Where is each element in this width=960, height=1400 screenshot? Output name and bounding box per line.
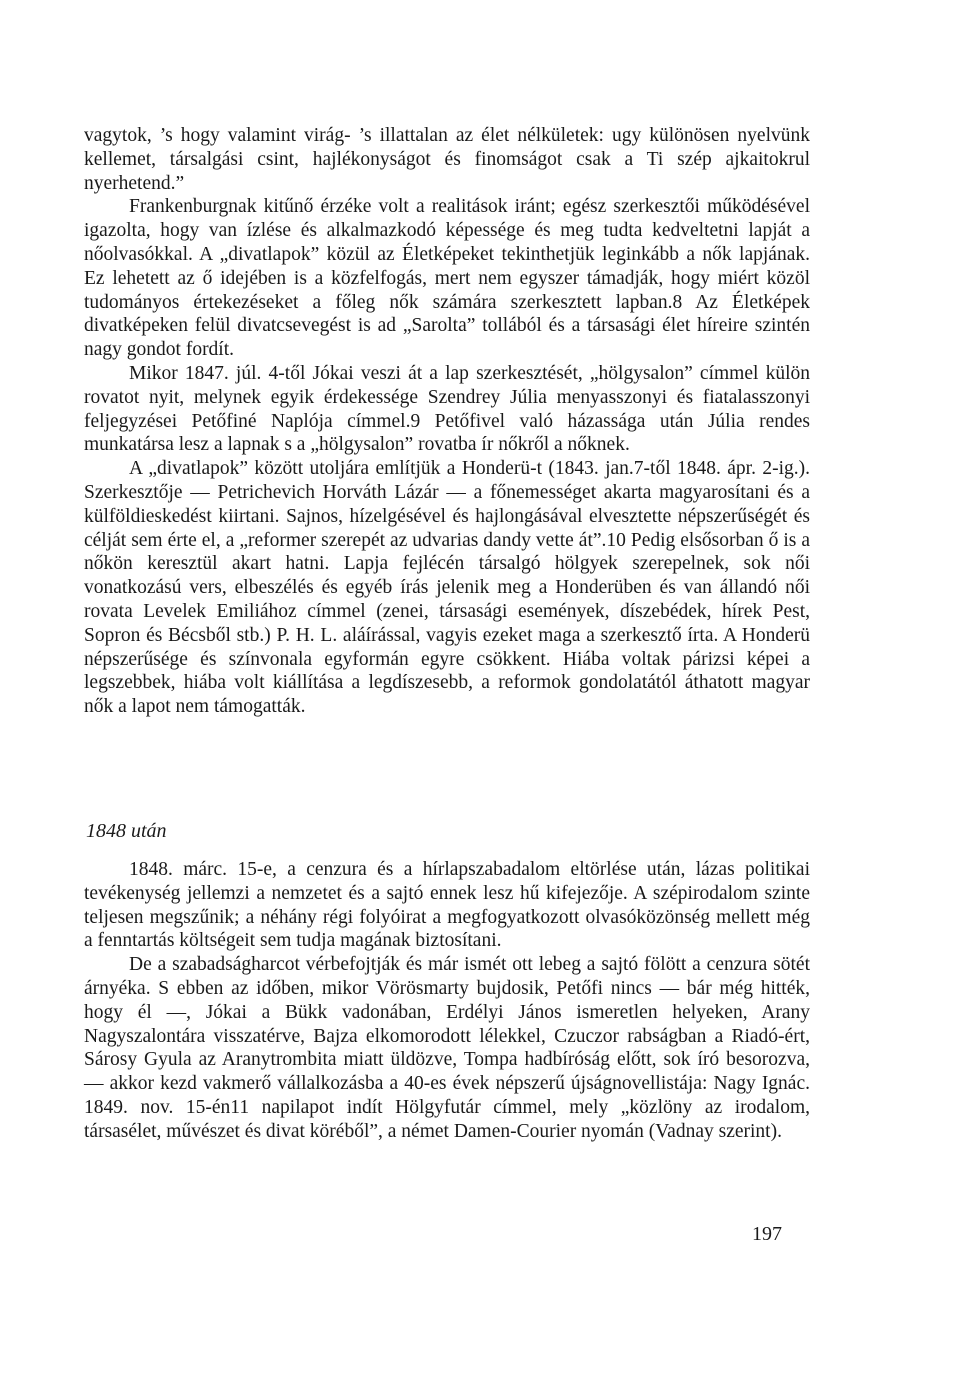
paragraph: Frankenburgnak kitűnő érzéke volt a realitások iránt; egész szerkesztői működésével igazolta, hogy van ízlése és alkalmazkodó képessége és meg tudta kedveltetni lapját a nőolvasókkal. A „divatlapok” közül az Életképeket tekinthetjük leginkább a nők lapjának. Ez lehetett az ő idejében is a közfelfogás, mert nem egyszer támadják, hogy miért közöl tudományos értekezéseket a főleg nők számára szerkesztett lapban.8 Az Életképek divatképeken felül divatcsevegést is ad „Sarolta” tollából és a társasági élet híreire szintén nagy gondot fordít. bbox=[84, 196, 810, 361]
text-block-top bbox=[84, 124, 810, 719]
page-number: 197 bbox=[752, 1223, 782, 1245]
paragraph: vagytok, ’s hogy valamint virág- ’s illattalan az élet nélkületek: ugy különösen nyelvünk kellemet, társalgási csint, hajlékonyságot és finomságot csak a Ti szép ajkaitokrul nyerhetend.” bbox=[84, 125, 810, 194]
paragraph: De a szabadságharcot vérbefojtják és már ismét ott lebeg a sajtó fölött a cenzura sötét árnyéka. S ebben az időben, mikor Vörösmarty bujdosik, Petőfi nincs — bár még hitték, hogy él —, Jókai a Bükk vadonában, Erdélyi János ismeretlen helyeken, Arany Nagyszalontára visszatérve, Bajza elkomorodott lélekkel, Czuczor rabságban a Riadó-ért, Sárosy Gyula az Aranytrombita miatt üldözve, Tompa hadbíróság előtt, sok író besorozva, — akkor kezd vakmerő vállalkozásba a 40-es évek népszerű újságnovellistája: Nagy Ignác. 1849. nov. 15-én11 napilapot indít Hölgyfutár címmel, mely „közlöny az irodalom, társasélet, művészet és divat köréből”, a német Damen-Courier nyomán (Vadnay szerint). bbox=[84, 954, 810, 1142]
paragraph: 1848. márc. 15-e, a cenzura és a hírlapszabadalom eltörlése után, lázas politikai tevékenység jellemzi a nemzetet és a sajtó ennek lesz hű kifejezője. A szépirodalom szinte teljesen megszűnik; a néhány régi folyóirat a megfogyatkozott olvasóközönség mellett még a fenntartás költségeit sem tudja magának biztosítani. bbox=[84, 859, 810, 952]
paragraph: A „divatlapok” között utoljára említjük a Honderü-t (1843. jan.7-től 1848. ápr. 2-ig.). Szerkesztője — Petrichevich Horváth Lázár — a főnemességet akarta magyarosítani és a külföldieskedést kiirtani. Sajnos, hízelgésével és hajlongásával elvesztette népszerűségét és célját sem érte el, a „reformer szerepét az udvarias dandy vette át”.10 Pedig elsősorban ő is a nőkön keresztül akart hatni. Lapja fejlécén társalgó hölgyek szerepelnek, sok női vonatkozású vers, elbeszélés és egyéb írás jelenik meg a Honderüben és van állandó női rovata Levelek Emiliához címmel (zenei, társasági események, díszebédek, hírek Pest, Sopron és Bécsből stb.) P. H. L. aláírással, vagyis ezeket maga a szerkesztő írta. A Honderü népszerűsége és színvonala egyformán egyre csökkent. Hiába voltak párizsi képei a legszebbek, hiába volt kiállítása a legdíszesebb, a reformok gondolatától áthatott magyar nők a lapot nem támogatták. bbox=[84, 458, 810, 718]
paragraph: Mikor 1847. júl. 4-től Jókai veszi át a lap szerkesztését, „hölgysalon” címmel külön rovatot nyit, melynek egyik érdekessége Szendrey Júlia menyasszonyi és fiatalasszonyi feljegyzései Petőfiné Naplója címmel.9 Petőfivel való házassága után Júlia rendes munkatársa lesz a lapnak s a „hölgysalon” rovatba ír nőkről a nőknek. bbox=[84, 362, 810, 456]
section-heading: 1848 után bbox=[86, 820, 167, 842]
text-block-bottom bbox=[84, 858, 810, 1144]
